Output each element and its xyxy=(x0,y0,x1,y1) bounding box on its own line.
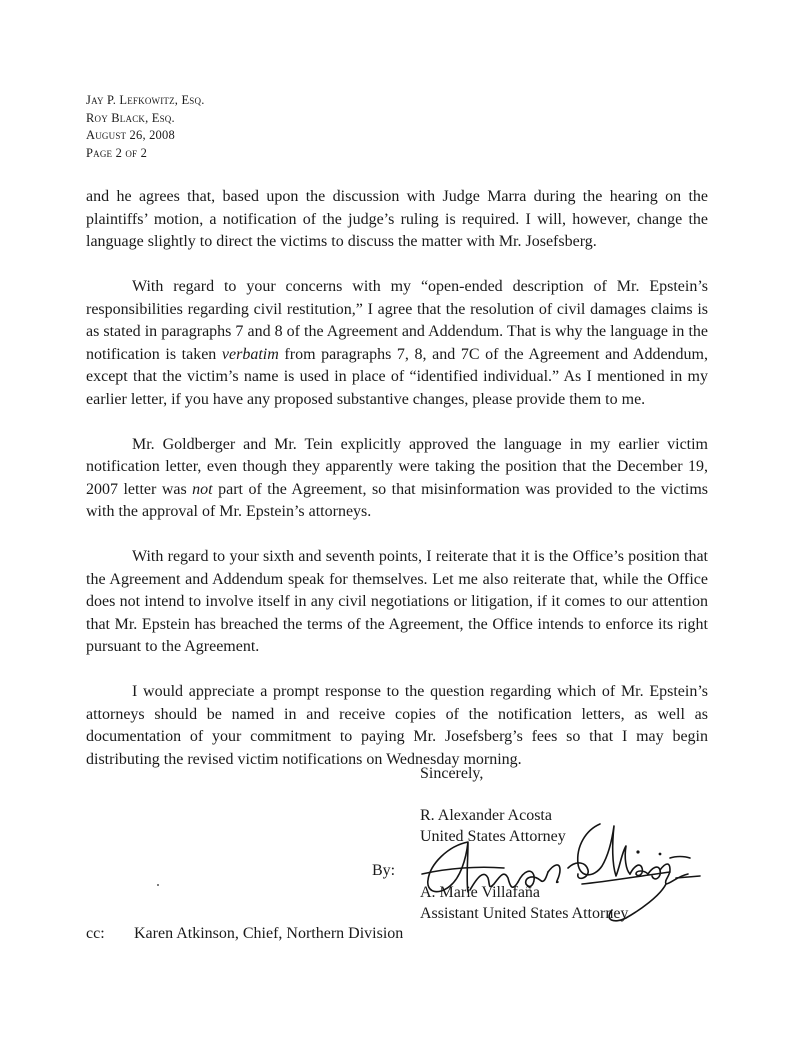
paragraph-3: Mr. Goldberger and Mr. Tein explicitly approved the language in my earlier victim notification letter, even though they apparently were taking the position that the December 19, 2007 letter was not part of the Agreement, so that misinformation was provided to the victims with the approval of Mr. Epstein’s attorneys. xyxy=(86,435,708,520)
cc-recipient: Karen Atkinson, Chief, Northern Division xyxy=(134,925,404,942)
paragraph-4: With regard to your sixth and seventh points, I reiterate that it is the Office’s position that the Agreement and Addendum speak for themselves. Let me also reiterate that, while the Office does not intend to involve itself in any civil negotiations or litigation, if it comes to our attention that Mr. Epstein has breached the terms of the Agreement, the Office intends to enforce its right pursuant to the Agreement. xyxy=(86,548,708,655)
letter-body xyxy=(86,186,708,771)
page-number: Page 2 of 2 xyxy=(86,145,148,160)
signer-title: Assistant United States Attorney xyxy=(420,905,629,922)
emphasis-verbatim: verbatim xyxy=(221,345,279,363)
recipient-2: Roy Black, Esq. xyxy=(86,110,175,125)
letter-date: August 26, 2008 xyxy=(86,128,175,142)
emphasis-not: not xyxy=(192,480,213,498)
attorney-name: R. Alexander Acosta xyxy=(420,807,552,824)
salutation: Sincerely, xyxy=(420,765,484,782)
paragraph-2: With regard to your concerns with my “open-ended description of Mr. Epstein’s responsibilities regarding civil restitution,” I agree that the resolution of civil damages claims is as stated in paragraphs 7 and 8 of the Agreement and Addendum. That is why the language in the notification is taken verbatim from paragraphs 7, 8, and 7C of the Agreement and Addendum, except that the victim’s name is used in place of “identified individual.” As I mentioned in my earlier letter, if you have any proposed substantive changes, please provide them to me. xyxy=(86,278,709,408)
paragraph-1: and he agrees that, based upon the discussion with Judge Marra during the hearing on the plaintiffs’ motion, a notification of the judge’s ruling is required. I will, however, change the language slightly to direct the victims to discuss the matter with Mr. Josefsberg. xyxy=(86,188,708,250)
cc-label: cc: xyxy=(86,925,105,942)
handwritten-signature xyxy=(408,812,704,930)
paragraph-5: I would appreciate a prompt response to the question regarding which of Mr. Epstein’s attorneys should be named in and receive copies of the notification letters, as well as documentation of your commitment to paying Mr. Josefsberg’s fees so that I may begin distributing the revised victim notifications on Wednesday morning. xyxy=(86,683,708,768)
recipient-1: Jay P. Lefkowitz, Esq. xyxy=(86,93,205,107)
attorney-title: United States Attorney xyxy=(420,828,566,845)
cc-line xyxy=(86,923,403,944)
by-label: By: xyxy=(372,862,396,879)
letter-header xyxy=(86,92,205,162)
scan-speck xyxy=(157,884,159,886)
signer-name: A. Marie Villafaña xyxy=(420,884,541,901)
